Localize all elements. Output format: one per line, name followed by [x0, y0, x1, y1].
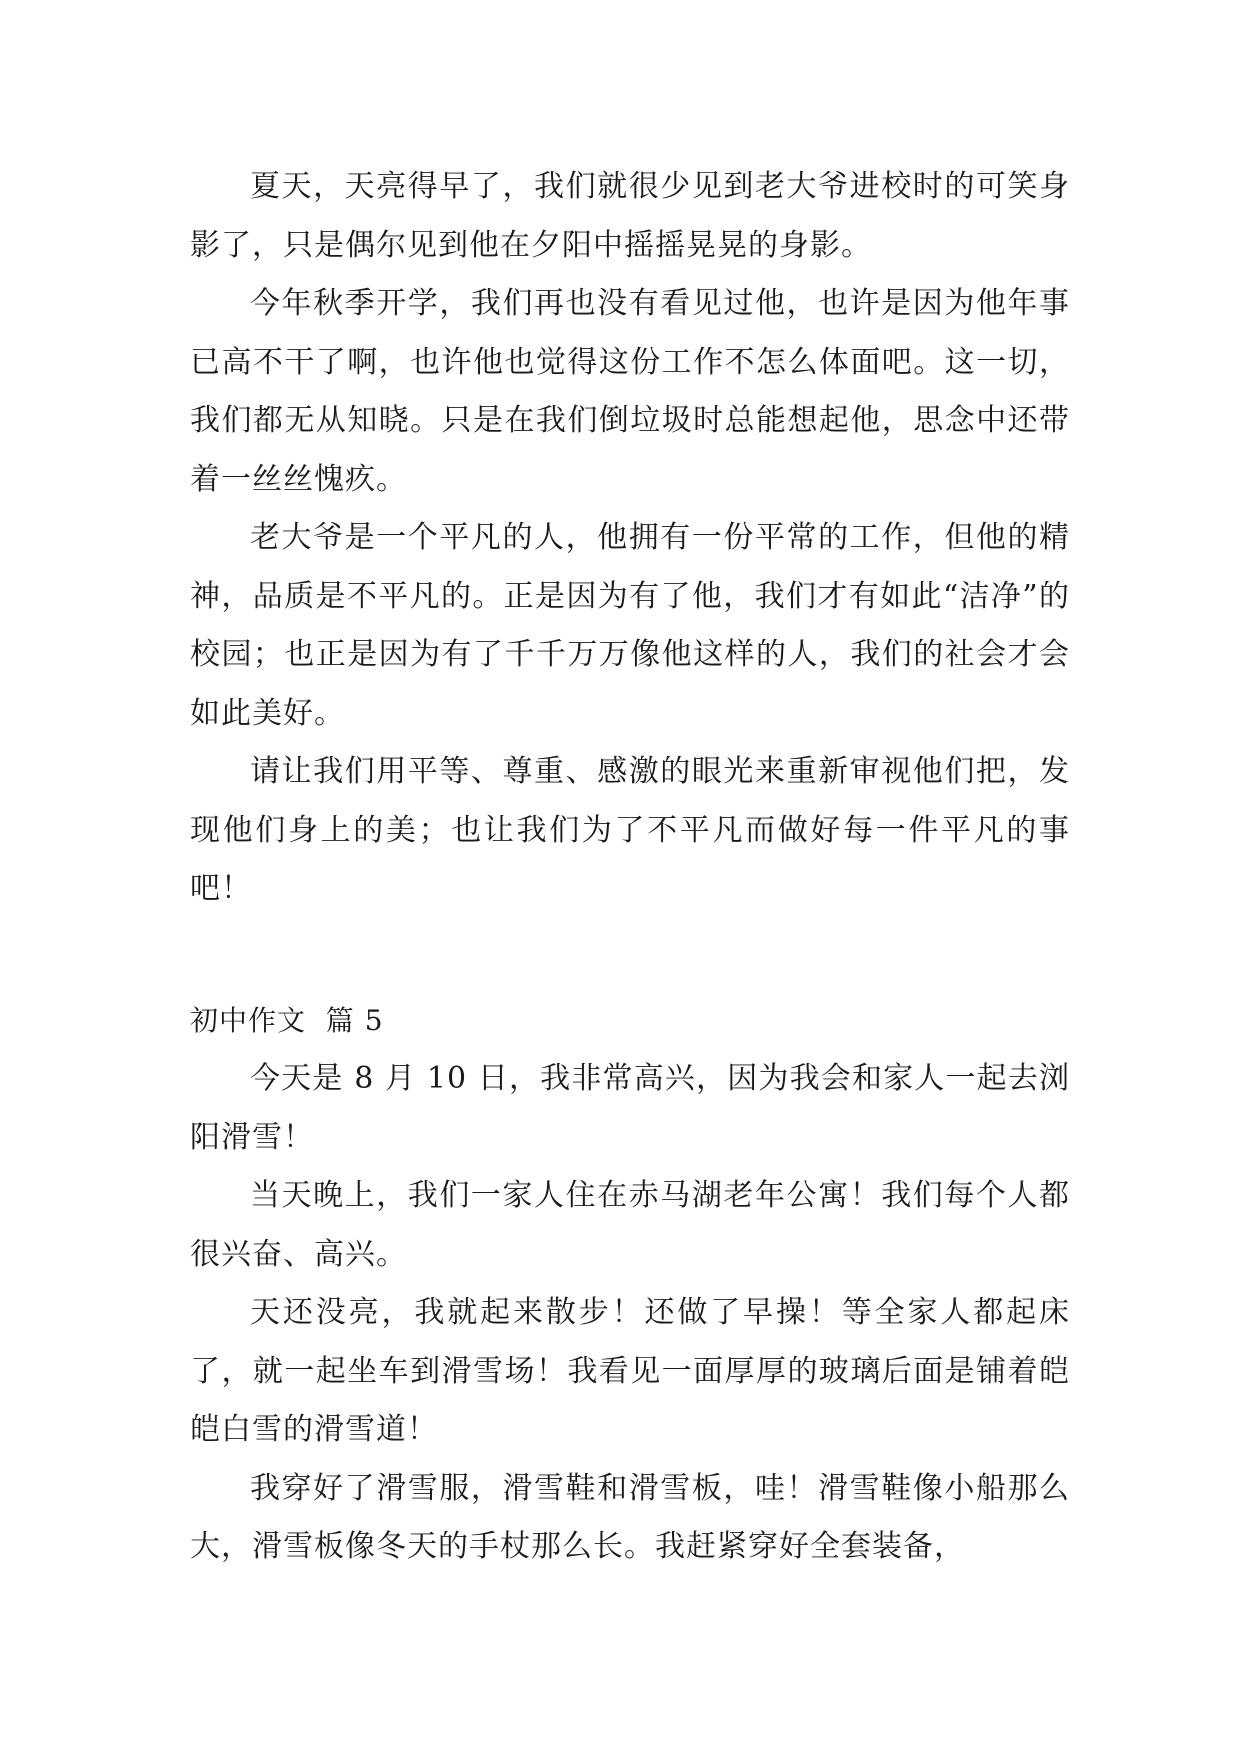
paragraph: 请让我们用平等、尊重、感激的眼光来重新审视他们把，发现他们身上的美；也让我们为了不平凡而做好每一件平凡的事吧！	[190, 754, 1070, 906]
paragraph: 今天是 8 月 10 日，我非常高兴，因为我会和家人一起去浏阳滑雪！	[190, 1061, 1070, 1155]
essay-section-5	[190, 992, 1070, 1577]
paragraph: 我穿好了滑雪服，滑雪鞋和滑雪板，哇！滑雪鞋像小船那么大，滑雪板像冬天的手杖那么长。我赶紧穿好全套装备，	[190, 1470, 1070, 1564]
paragraph: 老大爷是一个平凡的人，他拥有一份平常的工作，但他的精神，品质是不平凡的。正是因为有了他，我们才有如此“洁净”的校园；也正是因为有了千千万万像他这样的人，我们的社会才会如此美好。	[190, 520, 1070, 731]
document-page	[190, 158, 1070, 1577]
paragraph: 当天晚上，我们一家人住在赤马湖老年公寓！我们每个人都很兴奋、高兴。	[190, 1178, 1070, 1272]
paragraph: 天还没亮，我就起来散步！还做了早操！等全家人都起床了，就一起坐车到滑雪场！我看见一面厚厚的玻璃后面是铺着皑皑白雪的滑雪道！	[190, 1295, 1070, 1447]
paragraph: 今年秋季开学，我们再也没有看见过他，也许是因为他年事已高不干了啊，也许他也觉得这份工作不怎么体面吧。这一切，我们都无从知晓。只是在我们倒垃圾时总能想起他，思念中还带着一丝丝愧疚。	[190, 286, 1070, 497]
section-heading: 初中作文 篇 5	[190, 1003, 384, 1037]
paragraph: 夏天，天亮得早了，我们就很少见到老大爷进校时的可笑身影了，只是偶尔见到他在夕阳中摇摇晃晃的身影。	[190, 169, 1070, 263]
essay-section-previous	[190, 158, 1070, 919]
